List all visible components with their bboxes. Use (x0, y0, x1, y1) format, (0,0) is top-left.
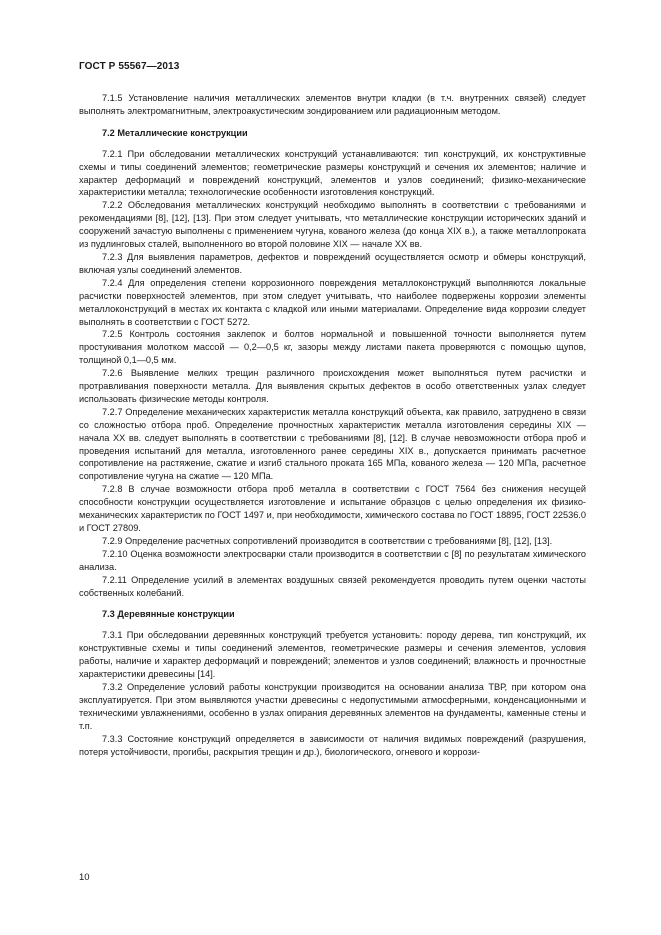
paragraph: 7.2.3 Для выявления параметров, дефектов и повреждений осуществляется осмотр и обмеры конструкций, включая узлы соединений элементов. (79, 251, 586, 275)
paragraph: 7.2.7 Определение механических характеристик металла конструкций объекта, как правило, затруднено в связи со сложностью отбора проб. Определение прочностных характеристик металла изготовления середины XIX — начала XX вв. следует выполнять в соответствии с требованиями [8], [12]. В случае невозможности отбора проб и проведения испытаний для металла, изготовленного ранее середины XIX в., допускается принимать расчетное сопротивление на растяжение, сжатие и изгиб стального проката 165 МПа, кованого железа — 120 МПа, расчетное сопротивление чугуна на сжатие — 120 МПа. (79, 406, 586, 482)
section-heading: 7.3 Деревянные конструкции (102, 609, 235, 620)
paragraph: 7.2.8 В случае возможности отбора проб металла в соответствии с ГОСТ 7564 без снижения несущей способности конструкции осуществляется изготовление и испытание образцов с целью определения их физико-механических характеристик по ГОСТ 1497 и, при необходимости, химического состава по ГОСТ 18895, ГОСТ 22536.0 и ГОСТ 27809. (79, 484, 586, 533)
paragraph: 7.2.9 Определение расчетных сопротивлений производится в соответствии с требованиями [8], [12], [13]. (102, 535, 553, 546)
section-heading: 7.2 Металлические конструкции (102, 127, 248, 138)
document-body (79, 92, 586, 758)
page-number: 10 (79, 872, 90, 883)
paragraph: 7.1.5 Установление наличия металлических элементов внутри кладки (в т.ч. внутренних связей) следует выполнять электромагнитным, электроакустическим зондированием или радиационным методом. (79, 93, 586, 116)
paragraph: 7.2.2 Обследования металлических конструкций необходимо выполнять в соответствии с требованиями и рекомендациями [8], [12], [13]. При этом следует учитывать, что металлические конструкции исторических зданий и сооружений зачастую выполнены с применением чугуна, кованого железа (до конца XIX в.), а также металлопроката из пудлинговых сталей, выполненного во второй половине XIX — начале XX вв. (79, 200, 586, 250)
paragraph: 7.2.10 Оценка возможности электросварки стали производится в соответствии с [8] по результатам химического анализа. (79, 548, 586, 572)
paragraph: 7.2.6 Выявление мелких трещин различного происхождения может выполняться путем расчистки и протравливания поверхности металла. Для выявления скрытых дефектов в особо ответственных узлах следует использовать физические методы контроля. (79, 368, 586, 404)
paragraph: 7.3.3 Состояние конструкций определяется в зависимости от наличия видимых повреждений (разрушения, потеря устойчивости, прогибы, раскрытия трещин и др.), биологического, огневого и коррози- (79, 733, 586, 757)
paragraph: 7.2.5 Контроль состояния заклепок и болтов нормальной и повышенной точности выполняется путем простукивания молотком массой — 0,2—0,5 кг, зазоры между листами пакета проверяются с помощью щупов, толщиной 0,1—0,5 мм. (79, 329, 586, 366)
paragraph: 7.2.11 Определение усилий в элементах воздушных связей рекомендуется проводить путем оценки частоты собственных колебаний. (79, 574, 586, 598)
paragraph: 7.3.1 При обследовании деревянных конструкций требуется установить: породу дерева, тип конструкций, их конструктивные схемы и типы соединений элементов, геометрические размеры и сечения элементов, условия работы, наличие и характер деформаций и повреждений; элементов и узлов соединений; влажность и прочностные характеристики древесины [14]. (79, 630, 586, 680)
paragraph: 7.3.2 Определение условий работы конструкции производится на основании анализа ТВР, при котором она эксплуатируется. При этом выявляются участки древесины с недопустимыми атмосферными, конденсационными и техническими увлажнениями, особенно в узлах опирания деревянных элементов на фундаменты, каменные стены и т.п. (79, 681, 586, 731)
paragraph: 7.2.1 При обследовании металлических конструкций устанавливаются: тип конструкций, их конструктивные схемы и типы соединений элементов; геометрические размеры конструкций и сечения их элементов; наличие и характер деформаций и повреждений конструкций, элементов и узлов соединений; физико-механические характеристики металла; технологические особенности изготовления конструкций. (79, 148, 586, 198)
document-code-header: ГОСТ Р 55567—2013 (79, 61, 180, 72)
paragraph: 7.2.4 Для определения степени коррозионного повреждения металлоконструкций выполняются локальные расчистки поверхностей элементов, при этом следует учитывать, что наиболее подвержены коррозии элементы металлоконструкций в местах их контакта с кладкой или иными материалами. Определение вида коррозии следует выполнять в соответствии с ГОСТ 5272. (79, 277, 586, 327)
